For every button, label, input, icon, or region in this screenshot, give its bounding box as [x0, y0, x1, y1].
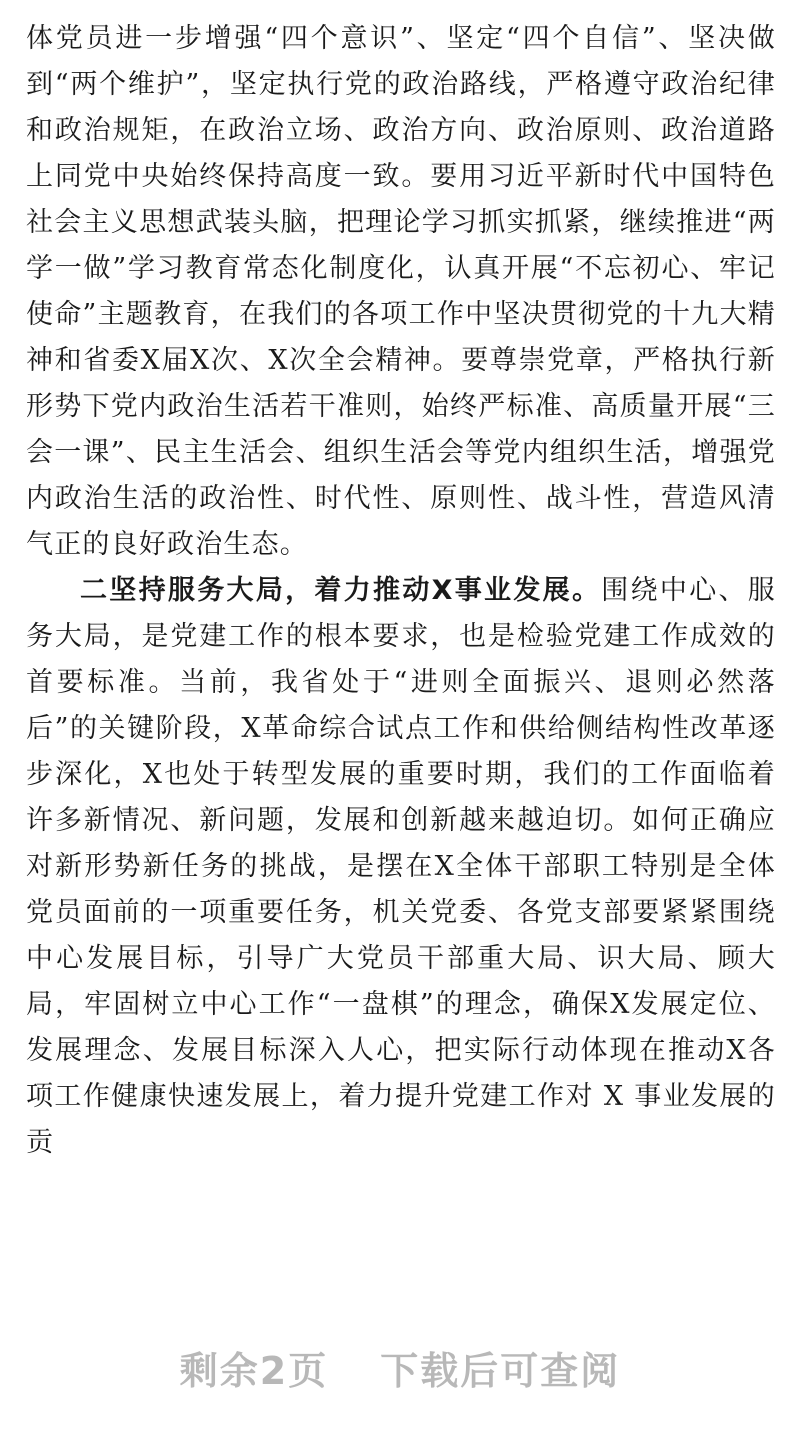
- download-prompt-label[interactable]: 下载后可查阅: [380, 1349, 621, 1393]
- remaining-pages-label: 剩余2页: [179, 1349, 329, 1393]
- paragraph-section-two: [26, 568, 776, 1166]
- download-banner[interactable]: [0, 1340, 800, 1395]
- paragraph-continued: 体党员进一步增强“四个意识”、坚定“四个自信”、坚决做到“两个维护”，坚定执行党的政治路线，严格遵守政治纪律和政治规矩，在政治立场、政治方向、政治原则、政治道路上同党中央始终保持高度一致。要用习近平新时代中国特色社会主义思想武装头脑，把理论学习抓实抓紧，继续推进“两学一做”学习教育常态化制度化，认真开展“不忘初心、牢记使命”主题教育，在我们的各项工作中坚决贯彻党的十九大精神和省委X届X次、X次全会精神。要尊崇党章，严格执行新形势下党内政治生活若干准则，始终严标准、高质量开展“三会一课”、民主生活会、组织生活会等党内组织生活，增强党内政治生活的政治性、时代性、原则性、战斗性，营造风清气正的良好政治生态。: [26, 23, 776, 560]
- section-heading: 二坚持服务大局，着力推动X事业发展。: [80, 575, 602, 606]
- document-page: [26, 16, 776, 1166]
- section-body: 围绕中心、服务大局，是党建工作的根本要求，也是检验党建工作成效的首要标准。当前，我省处于“进则全面振兴、退则必然落后”的关键阶段，X革命综合试点工作和供给侧结构性改革逐步深化，X也处于转型发展的重要时期，我们的工作面临着许多新情况、新问题，发展和创新越来越迫切。如何正确应对新形势新任务的挑战，是摆在X全体干部职工特别是全体党员面前的一项重要任务，机关党委、各党支部要紧紧围绕中心发展目标，引导广大党员干部重大局、识大局、顾大局，牢固树立中心工作“一盘棋”的理念，确保X发展定位、发展理念、发展目标深入人心，把实际行动体现在推动X各项工作健康快速发展上，着力提升党建工作对 X 事业发展的贡: [26, 575, 776, 1158]
